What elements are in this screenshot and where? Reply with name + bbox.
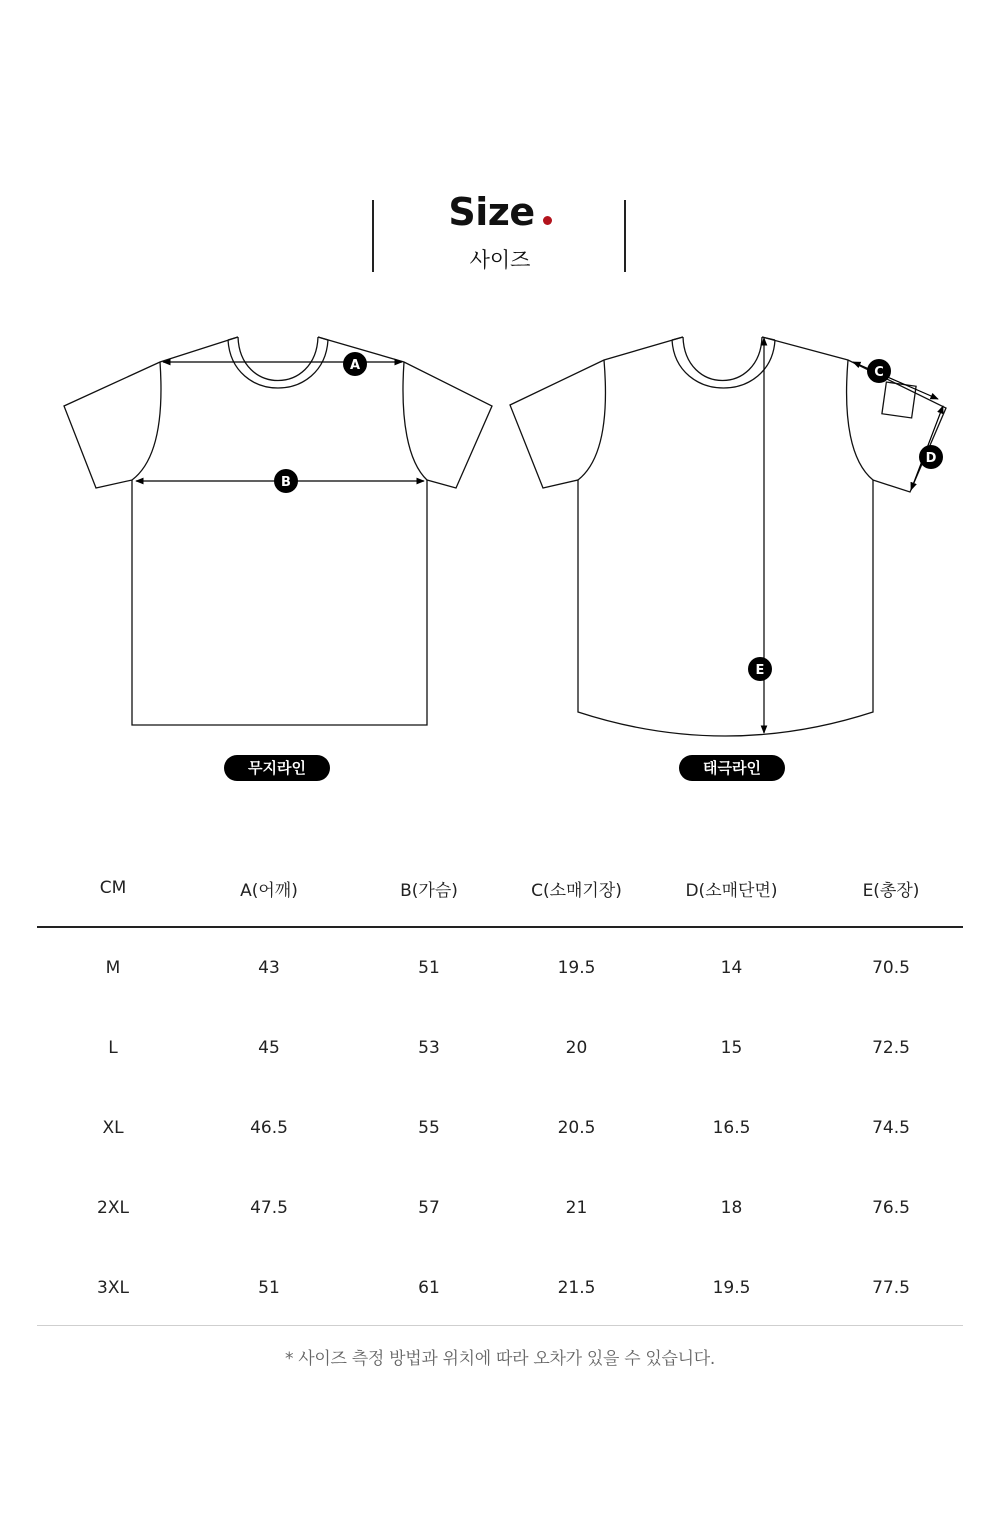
table-cell: 43 bbox=[258, 958, 280, 978]
table-cell: 18 bbox=[720, 1198, 743, 1218]
table-cell: 51 bbox=[258, 1278, 280, 1298]
table-cell: 19.5 bbox=[712, 1278, 751, 1298]
table-header-cell: C(소매기장) bbox=[531, 880, 622, 901]
table-header-cell: E(총장) bbox=[862, 880, 920, 901]
table-cell: 57 bbox=[418, 1198, 440, 1218]
marker-d bbox=[919, 445, 943, 469]
left-tshirt-outline bbox=[64, 337, 492, 725]
table-cell: M bbox=[105, 958, 121, 978]
table-row bbox=[37, 1088, 963, 1168]
marker-a bbox=[343, 352, 367, 376]
table-cell: 53 bbox=[418, 1038, 440, 1058]
marker-b-label: B bbox=[281, 475, 291, 490]
table-cell: 46.5 bbox=[250, 1118, 288, 1138]
marker-e-label: E bbox=[755, 663, 765, 678]
table-cell: 72.5 bbox=[872, 1038, 910, 1058]
page-subtitle: 사이즈 bbox=[469, 248, 531, 272]
table-cell: 61 bbox=[418, 1278, 440, 1298]
table-cell: 14 bbox=[720, 958, 743, 978]
table-cell: 51 bbox=[418, 958, 440, 978]
table-cell: L bbox=[108, 1038, 118, 1058]
table-cell: 20 bbox=[565, 1038, 588, 1058]
table-cell: 76.5 bbox=[872, 1198, 910, 1218]
marker-c bbox=[867, 359, 891, 383]
marker-c-label: C bbox=[874, 365, 884, 380]
table-header-row bbox=[37, 850, 963, 928]
table-cell: 45 bbox=[258, 1038, 280, 1058]
right-tshirt-outline bbox=[510, 337, 946, 736]
marker-e bbox=[748, 657, 772, 681]
size-measurement-diagram bbox=[0, 320, 1000, 800]
marker-b bbox=[274, 469, 298, 493]
table-cell: 3XL bbox=[97, 1278, 129, 1298]
right-style-label: 태극라인 bbox=[679, 755, 785, 781]
table-bottom-divider bbox=[37, 1325, 963, 1326]
table-cell: 21.5 bbox=[557, 1278, 596, 1298]
table-row bbox=[37, 928, 963, 1008]
table-cell: 55 bbox=[418, 1118, 440, 1138]
marker-d-label: D bbox=[925, 451, 937, 466]
table-cell: 2XL bbox=[97, 1198, 129, 1218]
table-cell: 20.5 bbox=[557, 1118, 596, 1138]
table-cell: 74.5 bbox=[872, 1118, 910, 1138]
page-title-text: Size bbox=[448, 190, 535, 234]
table-header-cell: D(소매단면) bbox=[685, 880, 778, 901]
table-row bbox=[37, 1168, 963, 1248]
table-cell: 16.5 bbox=[712, 1118, 751, 1138]
table-header-cell: A(어깨) bbox=[240, 880, 298, 901]
measurement-footnote: * 사이즈 측정 방법과 위치에 따라 오차가 있을 수 있습니다. bbox=[284, 1349, 716, 1369]
table-cell: 47.5 bbox=[250, 1198, 288, 1218]
title-accent-dot-icon bbox=[543, 216, 552, 225]
table-cell: 77.5 bbox=[872, 1278, 910, 1298]
table-header-cell: B(가슴) bbox=[400, 880, 458, 901]
table-header-cell: CM bbox=[99, 878, 127, 898]
page-title bbox=[0, 190, 1000, 234]
left-style-label: 무지라인 bbox=[224, 755, 330, 781]
measure-line-c bbox=[853, 362, 938, 399]
table-row bbox=[37, 1008, 963, 1088]
marker-a-label: A bbox=[349, 358, 361, 373]
size-table bbox=[37, 850, 963, 1328]
table-cell: 19.5 bbox=[557, 958, 596, 978]
table-row bbox=[37, 1248, 963, 1328]
table-cell: 21 bbox=[565, 1198, 588, 1218]
table-cell: XL bbox=[102, 1118, 124, 1138]
table-cell: 15 bbox=[720, 1038, 743, 1058]
table-cell: 70.5 bbox=[872, 958, 910, 978]
